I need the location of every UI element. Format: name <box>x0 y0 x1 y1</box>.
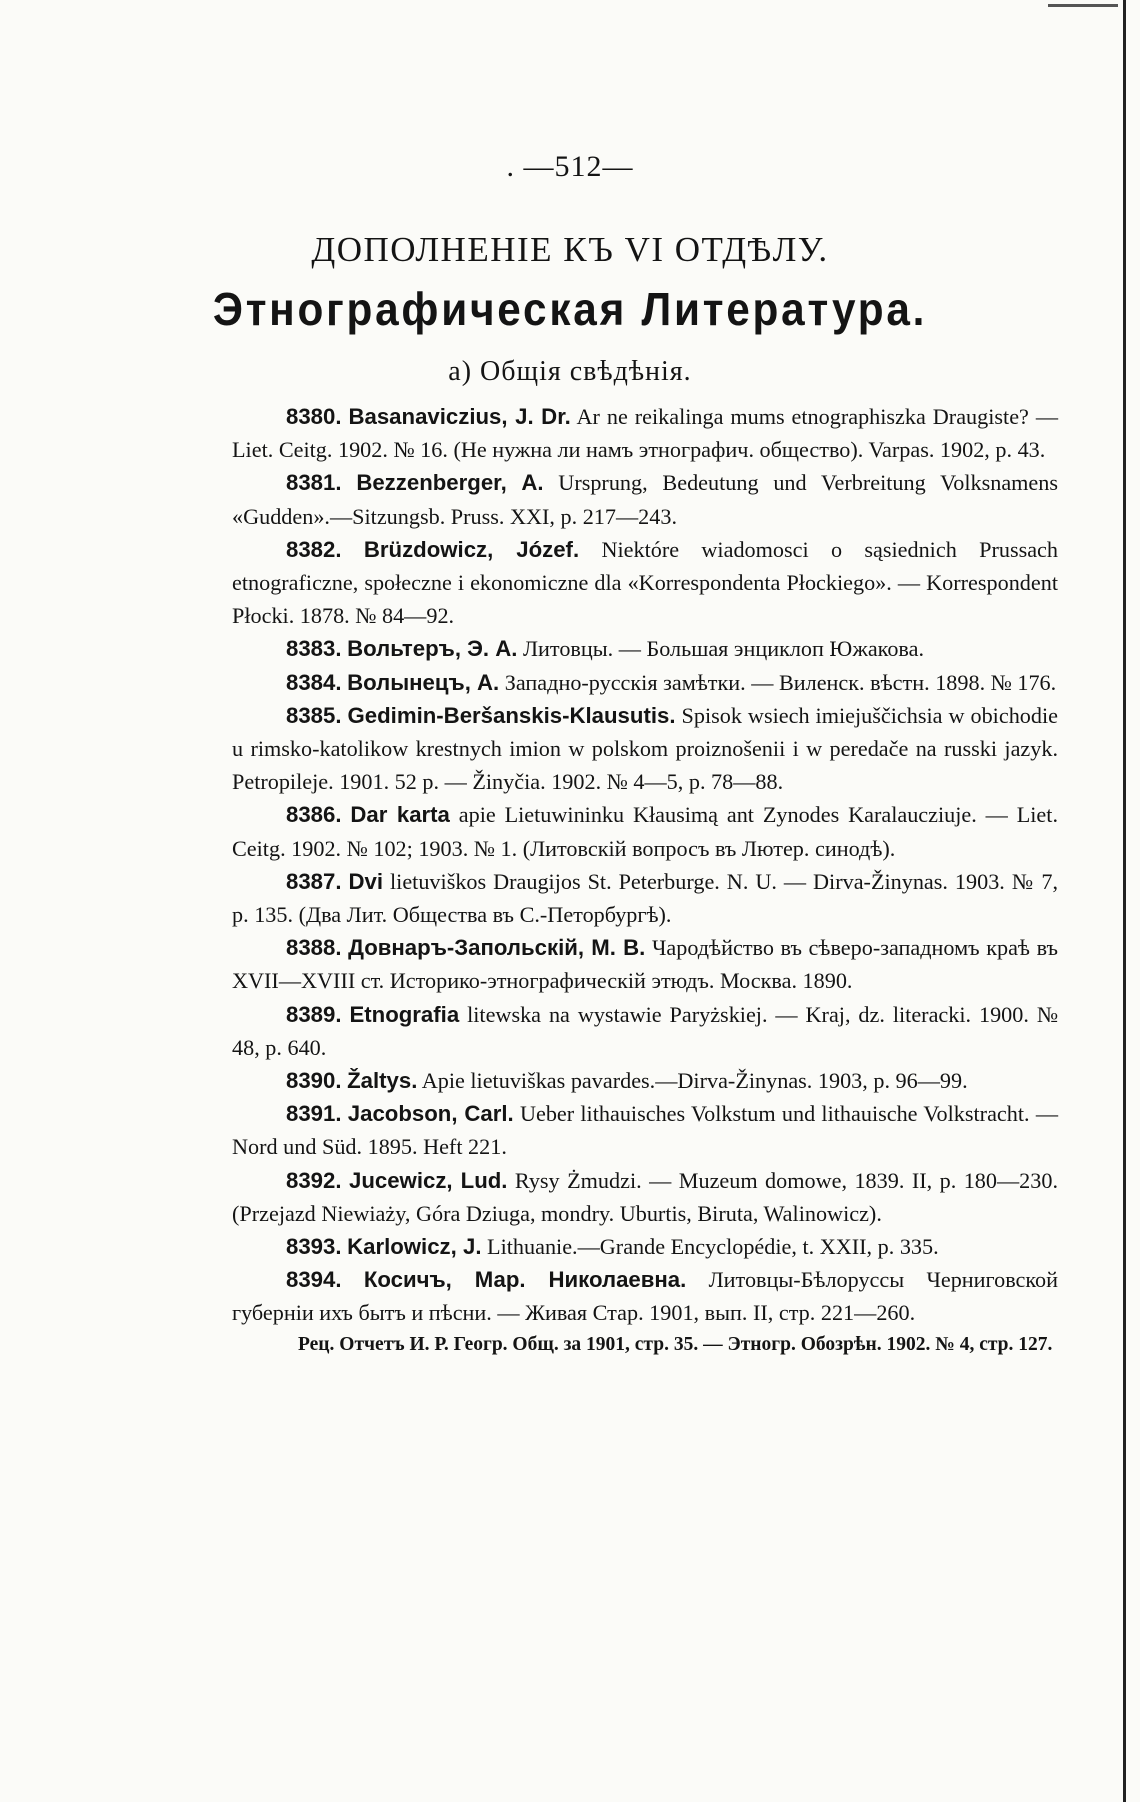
entry-author: Brüzdowicz, Józef. <box>363 536 580 562</box>
bibliography-entry <box>232 1064 1058 1097</box>
bibliography-entry <box>232 1097 1058 1163</box>
entry-text: Apie lietuviškas pavardes.—Dirva-Žinynas. 1903, p. 96—99. <box>421 1068 968 1094</box>
entry-author: Dvi <box>348 868 384 894</box>
entry-author: Dar karta <box>350 802 450 828</box>
entry-number: 8383. <box>286 636 342 662</box>
bibliography-entry <box>232 466 1058 532</box>
entry-text: Lithuanie.—Grande Encyclopédie, t. XXII, p. 335. <box>487 1234 939 1260</box>
entry-number: 8389. <box>286 1001 342 1027</box>
entry-number: 8380. <box>286 404 342 429</box>
entry-number: 8390. <box>286 1068 342 1094</box>
bibliography-entry <box>232 931 1058 997</box>
section-title: ДОПОЛНЕНІЕ КЪ VI ОТДѢЛУ. <box>311 230 829 269</box>
entry-number: 8384. <box>286 669 342 695</box>
entry-author: Jacobson, Carl. <box>347 1101 514 1127</box>
entry-text: Ursprung, Bedeutung und Verbreitung Volksnamens «Gudden».—Sitzungsb. Pruss. XXI, p. 217—243. <box>232 470 1059 529</box>
entry-number: 8387. <box>286 868 342 894</box>
page-number: . —512— <box>506 150 634 183</box>
entry-author: Довнаръ-Запольскій, М. В. <box>348 935 646 961</box>
section-subtitle: Этнографическая Литература. <box>212 283 928 335</box>
entry-text: Rysy Żmudzi. — Muzeum domowe, 1839. II, p. 180—230. (Przejazd Niewiaży, Góra Dziuga, mondry. Uburtis, Biruta, Walinowicz). <box>232 1167 1058 1226</box>
entry-author: Gedimin-Beršanskis-Klausutis. <box>347 702 676 728</box>
entry-author: Žaltys. <box>347 1068 418 1094</box>
entry-number: 8386. <box>286 802 342 828</box>
entry-text: lietuviškos Draugijos St. Peterburge. N. U. — Dirva-Žinynas. 1903. № 7, p. 135. (Два Лит. Общества въ С.-Петорбургѣ). <box>232 868 1059 928</box>
entry-number: 8385. <box>286 702 342 728</box>
bibliography-entry <box>232 699 1058 799</box>
entry-number: 8388. <box>286 935 342 961</box>
page-edge-line <box>1123 0 1126 1802</box>
entry-text: Литовцы. — Большая энциклоп Южакова. <box>523 636 925 662</box>
entry-number: 8394. <box>286 1267 342 1293</box>
bibliography-entry <box>232 865 1058 931</box>
entry-number: 8382. <box>286 536 342 562</box>
page-edge-mark <box>1048 4 1118 7</box>
entry-text: Литовцы-Бѣлоруссы Черниговской губерніи ихъ бытъ и пѣсни. — Живая Стар. 1901, вып. II, стр. 221—260. <box>232 1267 1059 1326</box>
entry-text: litewska na wystawie Paryżskiej. — Kraj, dz. literacki. 1900. № 48, p. 640. <box>232 1001 1058 1060</box>
entry-author: Jucewicz, Lud. <box>348 1167 508 1193</box>
entry-number: 8391. <box>286 1101 342 1127</box>
bibliography-entry <box>232 533 1058 633</box>
subsection-heading: а) Общія свѣдѣнія. <box>448 356 692 387</box>
review-note: Рец. Отчетъ И. Р. Геогр. Общ. за 1901, стр. 35. — Этногр. Обозрѣн. 1902. № 4, стр. 127. <box>298 1333 1053 1355</box>
entry-author: Basanaviczius, J. Dr. <box>348 404 571 429</box>
bibliography-entry <box>232 798 1058 864</box>
entry-text: Ar ne reikalinga mums etnographiszka Draugiste? — Liet. Ceitg. 1902. № 16. (Не нужна ли намъ этнографич. общество). Varpas. 1902, p. 43. <box>232 404 1059 463</box>
entry-author: Bezzenberger, A. <box>356 470 544 496</box>
entry-text: Niektóre wiadomosci o sąsiednich Prussach etnograficzne, społeczne i ekonomiczne dla «Korrespondenta Płockiego». — Korrespondent Płocki. 1878. № 84—92. <box>232 536 1058 629</box>
bibliography-entry <box>232 1263 1058 1329</box>
entry-author: Волынецъ, А. <box>347 669 500 695</box>
entry-author: Вольтеръ, Э. А. <box>347 636 518 662</box>
entry-number: 8393. <box>286 1234 342 1260</box>
entry-text: apie Lietuwininku Kłausimą ant Zynodes Karalaucziuje. — Liet. Ceitg. 1902. № 102; 1903. № 1. (Литовскій вопросъ въ Лютер. синодѣ). <box>232 802 1058 861</box>
entry-number: 8392. <box>286 1167 342 1193</box>
bibliography-entry <box>232 666 1058 699</box>
bibliography-entry <box>232 400 1058 466</box>
bibliography-entry <box>232 1164 1058 1230</box>
bibliography-entry <box>232 1230 1058 1263</box>
entry-author: Etnografia <box>349 1001 460 1027</box>
entry-author: Косичъ, Мар. Николаевна. <box>363 1267 687 1293</box>
bibliography-entry <box>232 632 1058 665</box>
bibliography-entry <box>232 998 1058 1064</box>
entry-text: Ueber lithauisches Volkstum und lithauische Volkstracht. — Nord und Süd. 1895. Heft 221. <box>232 1101 1059 1160</box>
entry-number: 8381. <box>286 470 342 496</box>
entry-text: Чародѣйство въ сѣверо-западномъ краѣ въ XVII—XVIII ст. Историко-этнографическій этюдъ. Москва. 1890. <box>232 935 1058 994</box>
bibliography-list <box>232 400 1058 1360</box>
entry-author: Karlowicz, J. <box>347 1234 482 1260</box>
entry-text: Западно-русскія замѣтки. — Виленск. вѣстн. 1898. № 176. <box>504 669 1057 695</box>
entry-text: Spisok wsiech imiejuščichsia w obichodie u rimsko-katolikow krestnych imion w polskom proiznošenii i w peredače na russki jazyk. Petropileje. 1901. 52 p. — Žinyčia. 1902. № 4—5, p. 78—88. <box>232 702 1058 795</box>
